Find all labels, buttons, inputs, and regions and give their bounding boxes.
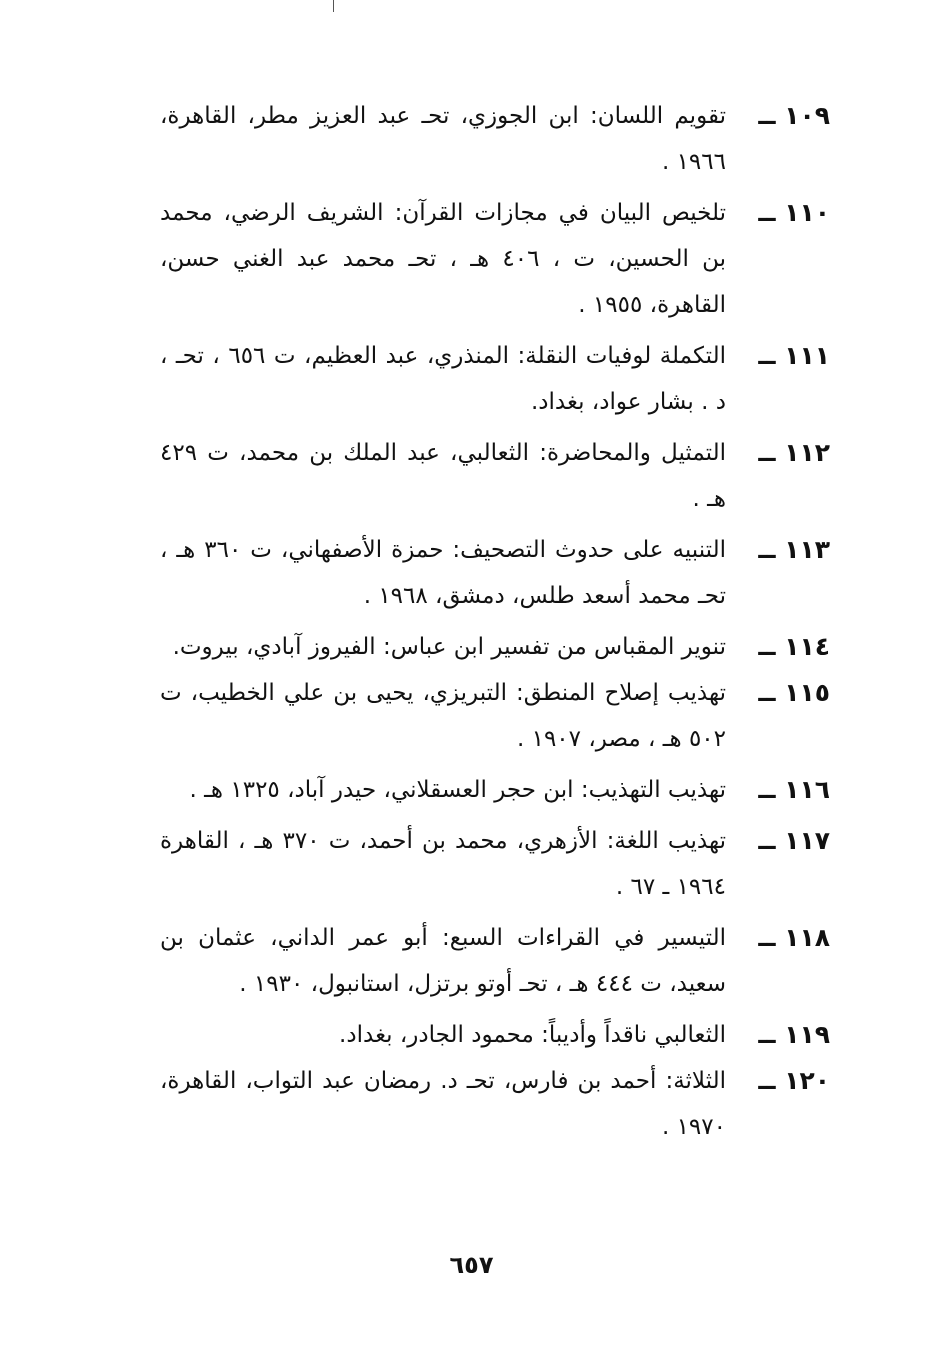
entry-text: تهذيب إصلاح المنطق: التبريزي، يحيى بن علي الخطيب، ت ٥٠٢ هـ ، مصر، ١٩٠٧ . xyxy=(160,680,726,752)
bibliography-entry xyxy=(160,767,830,813)
entry-number: ١١٥ ــ xyxy=(758,678,830,707)
bibliography-entry xyxy=(160,527,830,619)
entry-number: ١١١ ــ xyxy=(758,341,830,370)
entry-number: ١١٦ ــ xyxy=(758,775,830,804)
entry-text: تلخيص البيان في مجازات القرآن: الشريف الرضي، محمد بن الحسين، ت ، ٤٠٦ هـ ، تحـ محمد عبد الغني حسن، القاهرة، ١٩٥٥ . xyxy=(160,200,726,318)
entry-text: التنبيه على حدوث التصحيف: حمزة الأصفهاني، ت ٣٦٠ هـ ، تحـ محمد أسعد طلس، دمشق، ١٩٦٨ . xyxy=(160,537,726,609)
bibliography-entry xyxy=(160,190,830,328)
scan-mark xyxy=(333,0,334,12)
entry-text: التكملة لوفيات النقلة: المنذري، عبد العظيم، ت ٦٥٦ ، تحـ ، د . بشار عواد، بغداد. xyxy=(160,343,726,415)
entry-number: ١١٢ ــ xyxy=(758,438,830,467)
entry-number: ١١٩ ــ xyxy=(758,1020,830,1049)
entry-text: التمثيل والمحاضرة: الثعالبي، عبد الملك بن محمد، ت ٤٢٩ هـ . xyxy=(160,440,726,512)
bibliography-list xyxy=(160,93,830,1150)
bibliography-entry xyxy=(160,1012,830,1058)
entry-number: ١١٤ ــ xyxy=(758,632,830,661)
entry-number: ١١٠ ــ xyxy=(758,198,830,227)
entry-number: ١١٨ ــ xyxy=(758,923,830,952)
entry-number: ١١٣ ــ xyxy=(758,535,830,564)
bibliography-entry xyxy=(160,1058,830,1150)
bibliography-entry xyxy=(160,624,830,670)
entry-number: ١١٧ ــ xyxy=(758,826,830,855)
entry-text: تنوير المقباس من تفسير ابن عباس: الفيروز آبادي، بيروت. xyxy=(172,634,726,660)
bibliography-entry xyxy=(160,818,830,910)
entry-text: الثعالبي ناقداً وأديباً: محمود الجادر، بغداد. xyxy=(339,1022,726,1048)
entry-text: تقويم اللسان: ابن الجوزي، تحـ عبد العزيز مطر، القاهرة، ١٩٦٦ . xyxy=(160,103,726,175)
bibliography-entry xyxy=(160,670,830,762)
entry-text: تهذيب التهذيب: ابن حجر العسقلاني، حيدر آباد، ١٣٢٥ هـ . xyxy=(189,777,726,803)
bibliography-entry xyxy=(160,93,830,185)
bibliography-entry xyxy=(160,430,830,522)
entry-number: ١٠٩ ــ xyxy=(758,101,830,130)
bibliography-entry xyxy=(160,333,830,425)
entry-text: الثلاثة: أحمد بن فارس، تحـ د. رمضان عبد التواب، القاهرة، ١٩٧٠ . xyxy=(160,1068,726,1140)
page-number: ٦٥٧ xyxy=(449,1251,494,1279)
bibliography-entry xyxy=(160,915,830,1007)
entry-text: تهذيب اللغة: الأزهري، محمد بن أحمد، ت ٣٧٠ هـ ، القاهرة ١٩٦٤ ـ ٦٧ . xyxy=(160,828,726,900)
entry-text: التيسير في القراءات السبع: أبو عمر الداني، عثمان بن سعيد، ت ٤٤٤ هـ ، تحـ أوتو برتزل، استانبول، ١٩٣٠ . xyxy=(160,925,726,997)
entry-number: ١٢٠ ــ xyxy=(758,1066,830,1095)
